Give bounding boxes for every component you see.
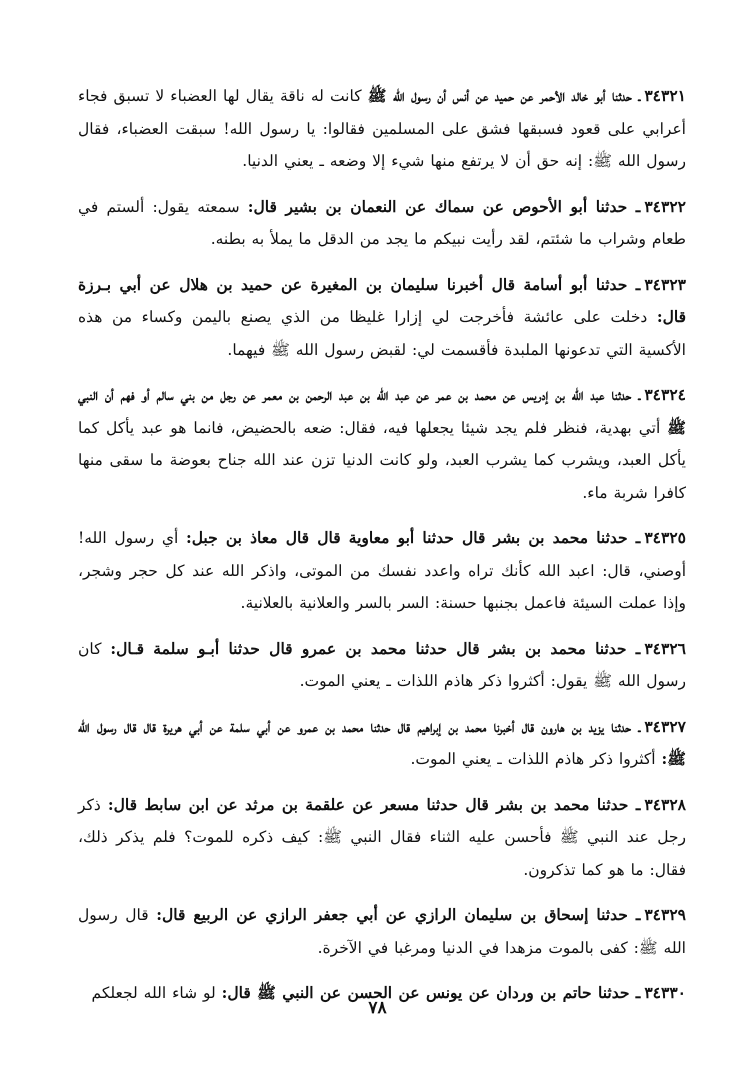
hadith-34329 xyxy=(78,899,686,964)
hadith-number: ٣٤٣٢٣ xyxy=(644,274,686,294)
hadith-number: ٣٤٣٢٤ xyxy=(644,385,686,404)
hadith-34328 xyxy=(78,789,686,887)
hadith-isnad: ـ حدثنا يزيد بن هارون قال أخبرنا محمد بن إبراهيم قال حدثنا محمد بن عمرو عن أبي سلمة عن أبي هريرة قال قال رسول الله ﷺ: xyxy=(78,716,686,768)
hadith-isnad: ـ حدثنا أبو خالد الأحمر عن حميد عن أنس أن رسول الله ﷺ xyxy=(367,86,641,105)
hadith-text: دخلت على عائشة فأخرجت لي إزارا غليظا من الذي يصنع باليمن وكساء من هذه الأكسية التي تدعونها الملبدة فأقسمت لي: لقبض رسول الله ﷺ فيهما. xyxy=(78,308,686,359)
hadith-number: ٣٤٣٢٥ xyxy=(644,528,686,547)
hadith-number: ٣٤٣٢٧ xyxy=(644,716,686,736)
page-body xyxy=(78,80,686,1010)
hadith-isnad: ـ حدثنا إسحاق بن سليمان الرازي عن أبي جعفر الرازي عن الربيع قال: xyxy=(156,905,641,924)
hadith-text: أكثروا ذكر هاذم اللذات ـ يعني الموت. xyxy=(410,750,656,768)
hadith-text: ذكر رجل عند النبي ﷺ فأحسن عليه الثناء فقال النبي ﷺ: كيف ذكره للموت؟ فلم يذكر ذلك، فقال: ما هو كما تذكرون. xyxy=(78,795,686,879)
hadith-34324 xyxy=(78,379,686,509)
hadith-number: ٣٤٣٢٩ xyxy=(644,905,686,924)
hadith-number: ٣٤٣٣٠ xyxy=(644,983,686,1002)
hadith-text: قال رسول الله ﷺ: كفى بالموت مزهدا في الدنيا ومرغبا في الآخرة. xyxy=(78,906,686,957)
page-number: ٧٨ xyxy=(368,998,387,1018)
hadith-number: ٣٤٣٢٦ xyxy=(644,638,686,658)
hadith-34322 xyxy=(78,191,686,256)
hadith-34326 xyxy=(78,633,686,698)
hadith-number: ٣٤٣٢٨ xyxy=(644,794,687,814)
hadith-text: أتي بهدية، فنظر فلم يجد شيئا يجعلها فيه، فقال: ضعه بالحضيض، فانما هو عبد يأكل كما يأكل العبد، ويشرب كما يشرب العبد، ولو كانت الدنيا تزن عند الله جناح بعوضة ما سقى منها كافرا شربة ماء. xyxy=(78,418,686,502)
hadith-isnad: ـ حدثنا محمد بن بشر قال حدثنا محمد بن عمرو قال حدثنا أبـو سلمة قـال: xyxy=(110,638,641,658)
hadith-text: أي رسول الله! أوصني، قال: اعبد الله كأنك تراه واعدد نفسك من الموتى، واذكر الله عند كل حجر وشجر، وإذا عملت السيئة فاعمل بجنبها حسنة: السر بالسر والعلانية بالعلانية. xyxy=(78,529,686,612)
hadith-isnad: ـ حدثنا محمد بن بشر قال حدثنا مسعر عن علقمة بن مرثد عن ابن سابط قال: xyxy=(107,794,641,814)
hadith-34325 xyxy=(78,522,686,620)
hadith-text: لو شاء الله لجعلكم xyxy=(91,984,216,1002)
hadith-isnad: ـ حدثنا عبد الله بن إدريس عن محمد بن عمر عن عبد الله بن عبد الرحمن بن معمر عن رجل من بني سالم أو فهم أن النبي ﷺ xyxy=(78,385,686,437)
hadith-number: ٣٤٣٢٢ xyxy=(644,196,686,216)
hadith-number: ٣٤٣٢١ xyxy=(644,86,686,105)
hadith-text: كانت له ناقة يقال لها العضباء لا تسبق فجاء أعرابي على قعود فسبقها فشق على المسلمين فقالوا: يا رسول الله! سبقت العضباء، فقال رسول الله ﷺ: إنه حق أن لا يرتفع منها شيء إلا وضعه ـ يعني الدنيا. xyxy=(78,87,686,170)
hadith-34321 xyxy=(78,80,686,178)
hadith-isnad: ـ حدثنا أبو الأحوص عن سماك عن النعمان بن بشير قال: xyxy=(247,196,641,216)
hadith-text: سمعته يقول: ألستم في طعام وشراب ما شئتم، لقد رأيت نبيكم ما يجد من الدقل ما يملأ به بطنه. xyxy=(78,197,686,248)
hadith-34323 xyxy=(78,269,686,367)
hadith-isnad: ـ حدثنا أبو أسامة قال أخبرنا سليمان بن المغيرة عن حميد بن هلال عن أبي بـرزة قال: xyxy=(78,274,686,326)
hadith-34327 xyxy=(78,711,686,776)
hadith-isnad: ـ حدثنا محمد بن بشر قال حدثنا أبو معاوية قال قال معاذ بن جبل: xyxy=(185,528,641,547)
hadith-isnad: ـ حدثنا حاتم بن وردان عن يونس عن الحسن عن النبي ﷺ قال: xyxy=(221,983,641,1002)
hadith-text: كان رسول الله ﷺ يقول: أكثروا ذكر هاذم اللذات ـ يعني الموت. xyxy=(78,639,686,690)
